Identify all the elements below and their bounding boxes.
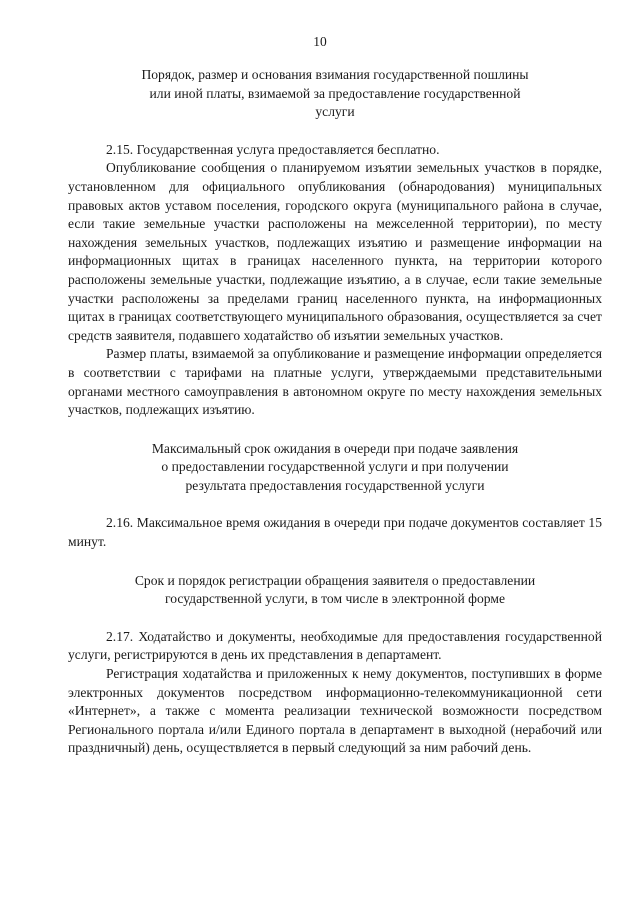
heading-line: о предоставлении государственной услуги и при получении (161, 459, 509, 475)
section-heading-fee (68, 66, 602, 122)
paragraph-2-17: 2.17. Ходатайство и документы, необходимые для предоставления государственной услуги, регистрируются в день их представления в департамент. (68, 628, 602, 663)
heading-line: или иной платы, взимаемой за предоставление государственной (149, 85, 521, 101)
heading-line: государственной услуги, в том числе в электронной форме (164, 591, 505, 607)
heading-line: Порядок, размер и основания взимания государственной пошлины (141, 67, 529, 82)
paragraph-publication: Опубликование сообщения о планируемом изъятии земельных участков в порядке, установленном для официального опубликования (обнародования) муниципальных правовых актов уставом поселения, городского округа (муниципального района в случае, если такие земельные участки расположены на межселенной территории), по месту нахождения земельных участков, подлежащих изъятию и размещение информации на информационных щитах в границах населенного пункта, на территории которого расположены земельные участки, подлежащие изъятию, а в случае, если такие земельные участки расположены за пределами границ населенного пункта, на информационных щитах в границах соответствующего муниципального образования, осуществляется за счет средств заявителя, подавшего ходатайство об изъятии земельных участков. (68, 160, 602, 343)
section-heading-waiting-time (68, 440, 602, 496)
section-heading-registration (68, 572, 602, 609)
heading-line: Максимальный срок ожидания в очереди при подаче заявления (151, 440, 519, 456)
document-body (68, 66, 602, 758)
paragraph-2-15: 2.15. Государственная услуга предоставляется бесплатно. (106, 141, 440, 157)
paragraph-electronic-registration: Регистрация ходатайства и приложенных к нему документов, поступивших в форме электронных документов посредством информационно-телекоммуникационной сети «Интернет», а также с момента реализации технической возможности посредством Регионального портала и/или Единого портала в департамент в выходной (нерабочий или праздничный) день, осуществляется в первый следующий за ним рабочий день. (68, 666, 602, 756)
heading-line: услуги (315, 104, 355, 120)
heading-line: Срок и порядок регистрации обращения заявителя о предоставлении (134, 572, 536, 588)
page-number: 10 (313, 34, 327, 49)
paragraph-fee-size: Размер платы, взимаемой за опубликование и размещение информации определяется в соответствии с тарифами на платные услуги, утверждаемыми представительными органами местного самоуправления в автономном округе по месту нахождения земельных участков, подлежащих изъятию. (68, 346, 602, 418)
paragraph-2-16: 2.16. Максимальное время ожидания в очереди при подаче документов составляет 15 минут. (68, 515, 602, 550)
heading-line: результата предоставления государственной услуги (185, 477, 485, 493)
